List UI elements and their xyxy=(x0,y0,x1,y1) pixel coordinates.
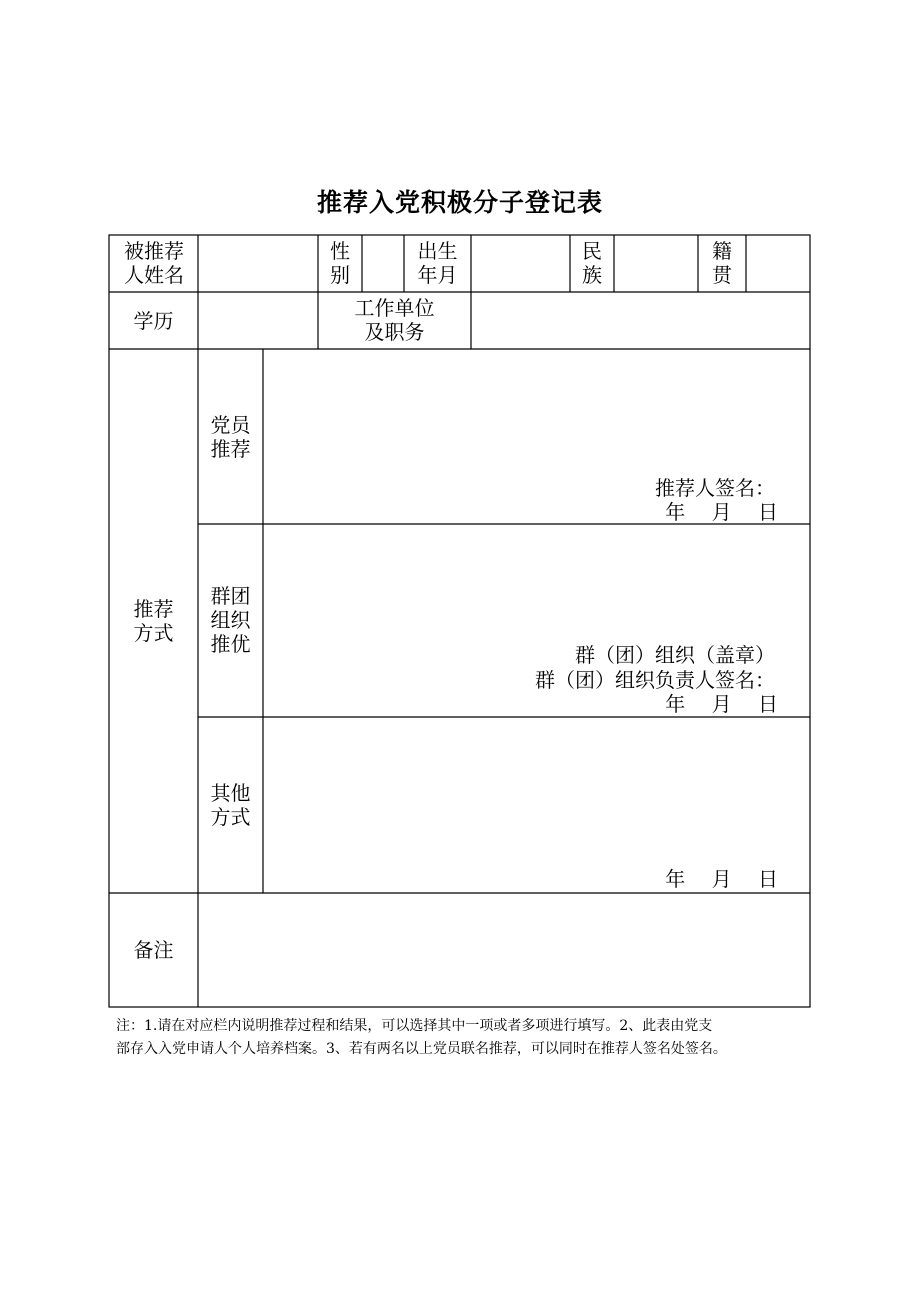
member-sign-line: 推荐人签名： xyxy=(655,476,775,500)
origin-label: 籍 贯 xyxy=(712,239,732,287)
birth-label: 出生 年月 xyxy=(417,239,458,287)
group-sign-line: 群（团）组织负责人签名： xyxy=(535,668,775,692)
name-label: 被推荐 人姓名 xyxy=(124,239,184,287)
other-date-line: 年 月 日 xyxy=(665,867,778,891)
remarks-label: 备注 xyxy=(133,938,174,962)
footnote-line-2: 部存入入党申请人个人培养档案。3、若有两名以上党员联名推荐，可以同时在推荐人签名处签名。 xyxy=(116,1041,727,1057)
other-method-label: 其他 方式 xyxy=(210,781,251,829)
footnote xyxy=(116,1015,816,1061)
footnote-line-1: 注：1.请在对应栏内说明推荐过程和结果，可以选择其中一项或者多项进行填写。2、此表由党支 xyxy=(116,1018,713,1034)
group-seal-line: 群（团）组织（盖章） xyxy=(575,643,775,667)
group-date-line: 年 月 日 xyxy=(665,692,778,716)
member-date-line: 年 月 日 xyxy=(665,500,778,524)
work-unit-label: 工作单位 及职务 xyxy=(354,296,435,344)
gender-label: 性 别 xyxy=(330,239,350,287)
form-title: 推荐入党积极分子登记表 xyxy=(316,188,603,217)
member-recommend-label: 党员 推荐 xyxy=(210,413,251,461)
education-label: 学历 xyxy=(133,309,174,333)
group-recommend-label: 群团 组织 推优 xyxy=(210,584,251,656)
ethnic-label: 民 族 xyxy=(582,239,602,287)
method-label: 推荐 方式 xyxy=(133,597,174,645)
